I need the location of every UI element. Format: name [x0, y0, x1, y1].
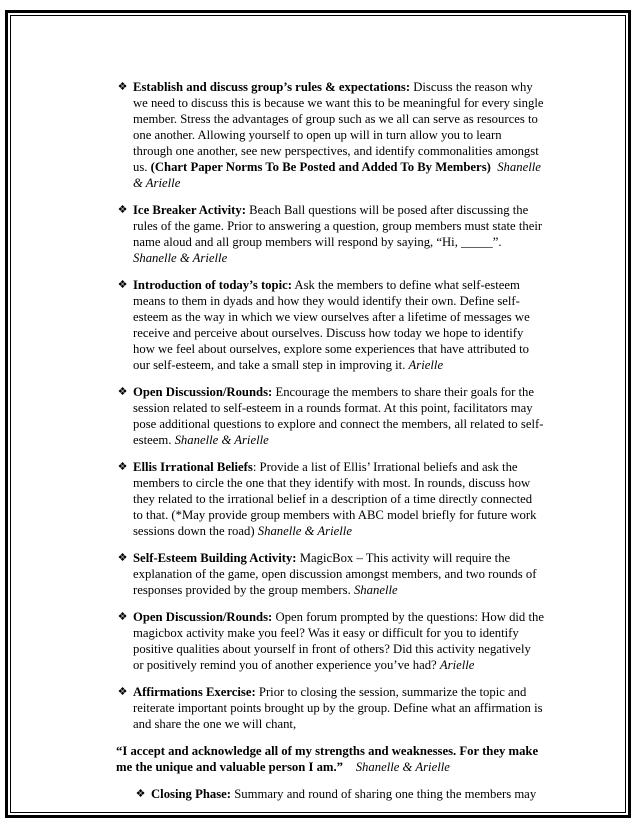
item-facilitators: Arielle [439, 658, 475, 672]
item-label: Ellis Irrational Beliefs [133, 460, 253, 474]
quote-text: “I accept and acknowledge all of my strengths and weaknesses. For they make me the unique and valuable person I am.” [116, 744, 539, 774]
item-facilitators: Shanelle & Arielle [257, 524, 352, 538]
item-text: Encourage the members to share their goals for the session related to self-esteem in a rounds format. At this point, facilitators may pose additional questions to explore and connect the members, all related to self-esteem. [133, 385, 544, 447]
document-body [116, 79, 544, 813]
item-text: Beach Ball questions will be posed after discussing the rules of the game. Prior to answering a question, group members must state their name aloud and all group members will respond by saying, “Hi, _____”. [133, 203, 543, 249]
item-facilitators: Arielle [408, 358, 444, 372]
item-facilitators: Shanelle & Arielle [133, 160, 541, 190]
item-label: Establish and discuss group’s rules & expectations: [133, 80, 411, 94]
item-label: Open Discussion/Rounds: [133, 610, 273, 624]
list-item [116, 459, 544, 539]
item-facilitators: Shanelle [353, 583, 398, 597]
item-text: Ask the members to define what self-esteem means to them in dyads and how they would identify their own. Define self-esteem as the way in which we view ourselves after a lifetime of messages we receive and perceive about ourselves. Discuss how today we hope to identify how we feel about ourselves, explore some experiences that have attributed to our self-esteem, and take a small step in improving it. [133, 278, 530, 372]
diamond-bullet-icon: ❖ [117, 611, 128, 623]
item-text: MagicBox – This activity will require the explanation of the game, open discussion amongst members, and two rounds of responses provided by the group members. [133, 551, 537, 597]
item-label: Open Discussion/Rounds: [133, 385, 273, 399]
list-item [116, 550, 544, 598]
item-bold-note: (Chart Paper Norms To Be Posted and Added To By Members) [150, 160, 491, 174]
list-item [116, 384, 544, 448]
quote-facilitators: Shanelle & Arielle [355, 760, 450, 774]
diamond-bullet-icon: ❖ [117, 386, 128, 398]
item-facilitators: Shanelle & Arielle [133, 251, 228, 265]
item-label: Affirmations Exercise: [133, 685, 256, 699]
diamond-bullet-icon: ❖ [117, 81, 128, 93]
item-label: Self-Esteem Building Activity: [133, 551, 297, 565]
item-label: Ice Breaker Activity: [133, 203, 246, 217]
list-item [116, 277, 544, 373]
diamond-bullet-icon: ❖ [117, 686, 128, 698]
diamond-bullet-icon: ❖ [117, 279, 128, 291]
diamond-bullet-icon: ❖ [117, 461, 128, 473]
item-text: : Provide a list of Ellis’ Irrational beliefs and ask the members to circle the one that they identify with most. In rounds, discuss how they related to the irrational belief in a description of a time directly connected to that. (*May provide group members with ABC model briefly for future work sessions down the road) [133, 460, 537, 538]
item-label: Introduction of today’s topic: [133, 278, 292, 292]
diamond-bullet-icon: ❖ [135, 788, 146, 800]
closing-text: Summary and round of sharing one thing the members may [231, 787, 537, 801]
item-facilitators: Shanelle & Arielle [174, 433, 269, 447]
diamond-bullet-icon: ❖ [117, 552, 128, 564]
diamond-bullet-icon: ❖ [117, 204, 128, 216]
closing-label: Closing Phase: [151, 787, 232, 801]
item-text: Prior to closing the session, summarize the topic and reiterate important points brought up by the group. Define what an affirmation is and share the one we will chant, [133, 685, 543, 731]
closing-item [134, 786, 544, 802]
list-item [116, 79, 544, 191]
list-item [116, 609, 544, 673]
item-text: Discuss the reason why we need to discuss this is because we want this to be meaningful for every single member. Stress the advantages of group such as we all can serve as resources to one another. Allowing yourself to open up will in turn allow you to learn through one another, see new perspectives, and identify commonalities amongst us. [133, 80, 544, 174]
list-item [116, 684, 544, 732]
list-item [116, 202, 544, 266]
affirmation-quote [116, 743, 544, 775]
item-text: Open forum prompted by the questions: How did the magicbox activity make you feel? Was it easy or difficult for you to identify positive qualities about yourself in front of others? Did this activity negatively or positively remind you of another experience you’ve had? [133, 610, 544, 672]
